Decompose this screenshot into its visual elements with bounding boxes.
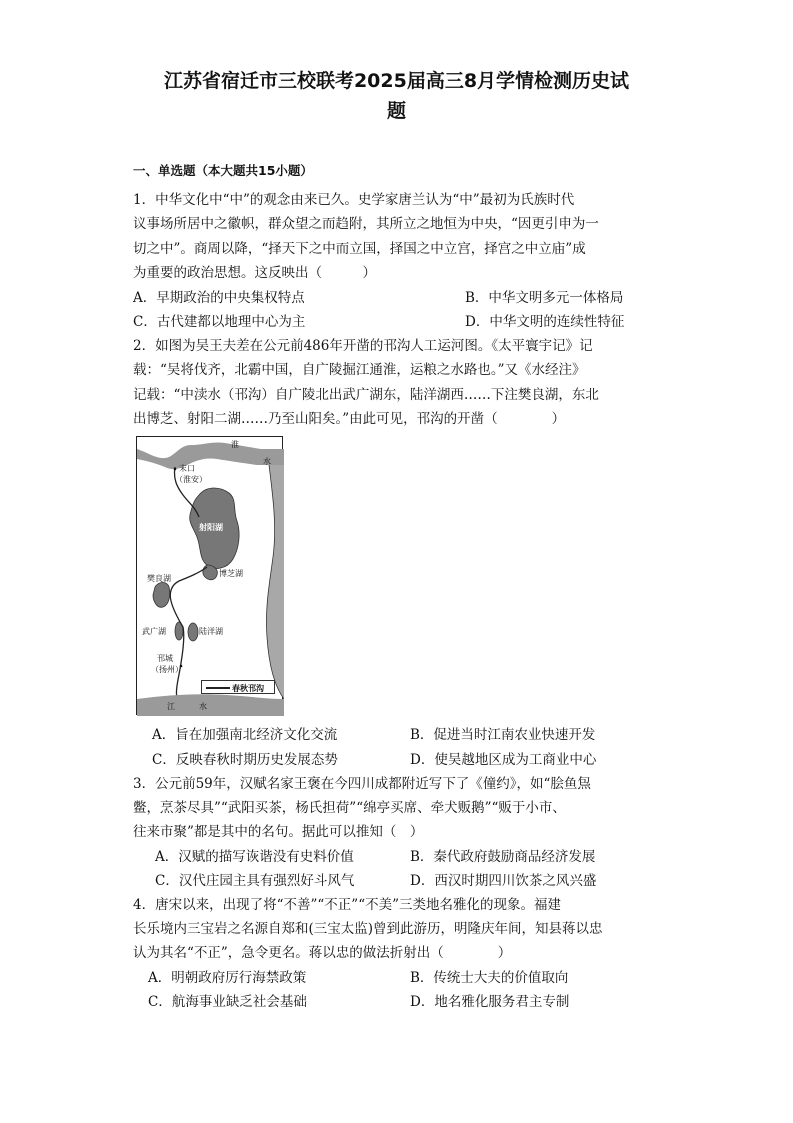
q2-option-b[interactable]: B．促进当时江南农业快速开发 bbox=[410, 727, 596, 743]
q1-line-1: 1．中华文化中“中”的观念由来已久。史学家唐兰认为“中”最初为氏族时代 bbox=[133, 192, 575, 208]
label-huaian: （淮安） bbox=[175, 475, 207, 484]
label-wuguang: 武广湖 bbox=[142, 627, 166, 636]
q2-line-2: 载：“吴将伐齐，北霸中国，自广陵掘江通淮，运粮之水路也。”又《水经注》 bbox=[133, 362, 586, 378]
q4-option-b[interactable]: B．传统士大夫的价值取向 bbox=[410, 970, 569, 986]
q1-option-c[interactable]: C．古代建都以地理中心为主 bbox=[133, 314, 306, 330]
q3-line-2: 鳖，烹茶尽具”“武阳买茶，杨氏担荷”“绵亭买席、牵犬贩鹅”“贩于小市、 bbox=[133, 800, 566, 816]
map-legend bbox=[201, 680, 275, 694]
title-line-1: 江苏省宿迁市三校联考2025届高三8月学情检测历史试 bbox=[163, 70, 630, 92]
q1-line-2: 议事场所居中之徽帜，群众望之而趋附，其所立之地恒为中央，“因更引申为一 bbox=[133, 216, 599, 232]
q3-line-3: 往来市聚”都是其中的名句。据此可以推知（ ） bbox=[133, 824, 424, 840]
label-jiang-1: 江 bbox=[167, 702, 175, 711]
q2-line-4: 出博芝、射阳二湖……乃至山阳矣。”由此可见，邗沟的开凿（ ） bbox=[133, 411, 566, 427]
q3-option-d[interactable]: D．西汉时期四川饮茶之风兴盛 bbox=[410, 873, 597, 889]
label-huai-2: 水 bbox=[263, 457, 271, 466]
label-mokou: 末口 bbox=[179, 464, 195, 473]
q2-line-3: 记载：“中渎水（邗沟）自广陵北出武广湖东，陆洋湖西……下注樊良湖，东北 bbox=[133, 387, 599, 403]
legend-line bbox=[206, 687, 230, 689]
label-bozhi: 博芝湖 bbox=[219, 569, 243, 578]
yangtze-river bbox=[137, 694, 284, 716]
label-luyang: 陆洋湖 bbox=[199, 627, 223, 636]
q1-line-4: 为重要的政治思想。这反映出（ ） bbox=[133, 265, 376, 281]
q4-line-3: 认为其名“不正”，急令更名。蒋以忠的做法折射出（ ） bbox=[133, 945, 512, 961]
label-fanliang: 樊良湖 bbox=[147, 574, 171, 583]
legend-label: 春秋邗沟 bbox=[232, 684, 264, 693]
q4-line-2: 长乐境内三宝岩之名源自郑和(三宝太监)曾到此游历，明隆庆年间，知县蒋以忠 bbox=[133, 921, 603, 937]
label-huai-1: 淮 bbox=[231, 440, 239, 449]
label-yangzhou: （扬州） bbox=[151, 665, 183, 674]
q4-line-1: 4．唐宋以来，出现了将“不善”“不正”“不美”三类地名雅化的现象。福建 bbox=[133, 897, 561, 913]
exam-title bbox=[100, 66, 693, 126]
q2-option-a[interactable]: A．旨在加强南北经济文化交流 bbox=[152, 727, 338, 743]
q1-option-a[interactable]: A．早期政治的中央集权特点 bbox=[133, 290, 305, 306]
q1-option-b[interactable]: B．中华文明多元一体格局 bbox=[465, 290, 624, 306]
q4-option-d[interactable]: D．地名雅化服务君主专制 bbox=[410, 994, 570, 1010]
q3-line-1: 3．公元前59年，汉赋名家王褒在今四川成都附近写下了《僮约》，如“脍鱼炰 bbox=[133, 776, 591, 792]
q4-option-c[interactable]: C．航海事业缺乏社会基础 bbox=[148, 994, 307, 1010]
q1-line-3: 切之中”。商周以降，“择天下之中而立国，择国之中立宫，择宫之中立庙”成 bbox=[133, 241, 586, 257]
label-hancheng: 邗城 bbox=[157, 654, 173, 663]
q4-option-a[interactable]: A．明朝政府厉行海禁政策 bbox=[148, 970, 307, 986]
sea-area bbox=[266, 465, 284, 699]
label-sheyang: 射阳湖 bbox=[199, 523, 223, 532]
luyang-lake bbox=[188, 623, 198, 641]
title-line-2: 题 bbox=[386, 100, 406, 122]
label-jiang-2: 水 bbox=[199, 702, 207, 711]
hangou-canal-map bbox=[136, 436, 283, 715]
q3-option-b[interactable]: B．秦代政府鼓励商品经济发展 bbox=[410, 849, 596, 865]
q2-option-c[interactable]: C．反映春秋时期历史发展态势 bbox=[152, 752, 338, 768]
huai-river bbox=[137, 442, 284, 469]
section-heading: 一、单选题（本大题共15小题） bbox=[133, 163, 313, 178]
fanliang-lake bbox=[153, 583, 170, 608]
q2-option-d[interactable]: D．使吴越地区成为工商业中心 bbox=[410, 752, 597, 768]
q3-option-a[interactable]: A．汉赋的描写诙谐没有史料价值 bbox=[155, 849, 354, 865]
q3-option-c[interactable]: C．汉代庄园主具有强烈好斗风气 bbox=[155, 873, 355, 889]
q2-line-1: 2．如图为吴王夫差在公元前486年开凿的邗沟人工运河图。《太平寰宇记》记 bbox=[133, 338, 593, 354]
q1-option-d[interactable]: D．中华文明的连续性特征 bbox=[465, 314, 625, 330]
mokou-dot bbox=[174, 468, 177, 471]
